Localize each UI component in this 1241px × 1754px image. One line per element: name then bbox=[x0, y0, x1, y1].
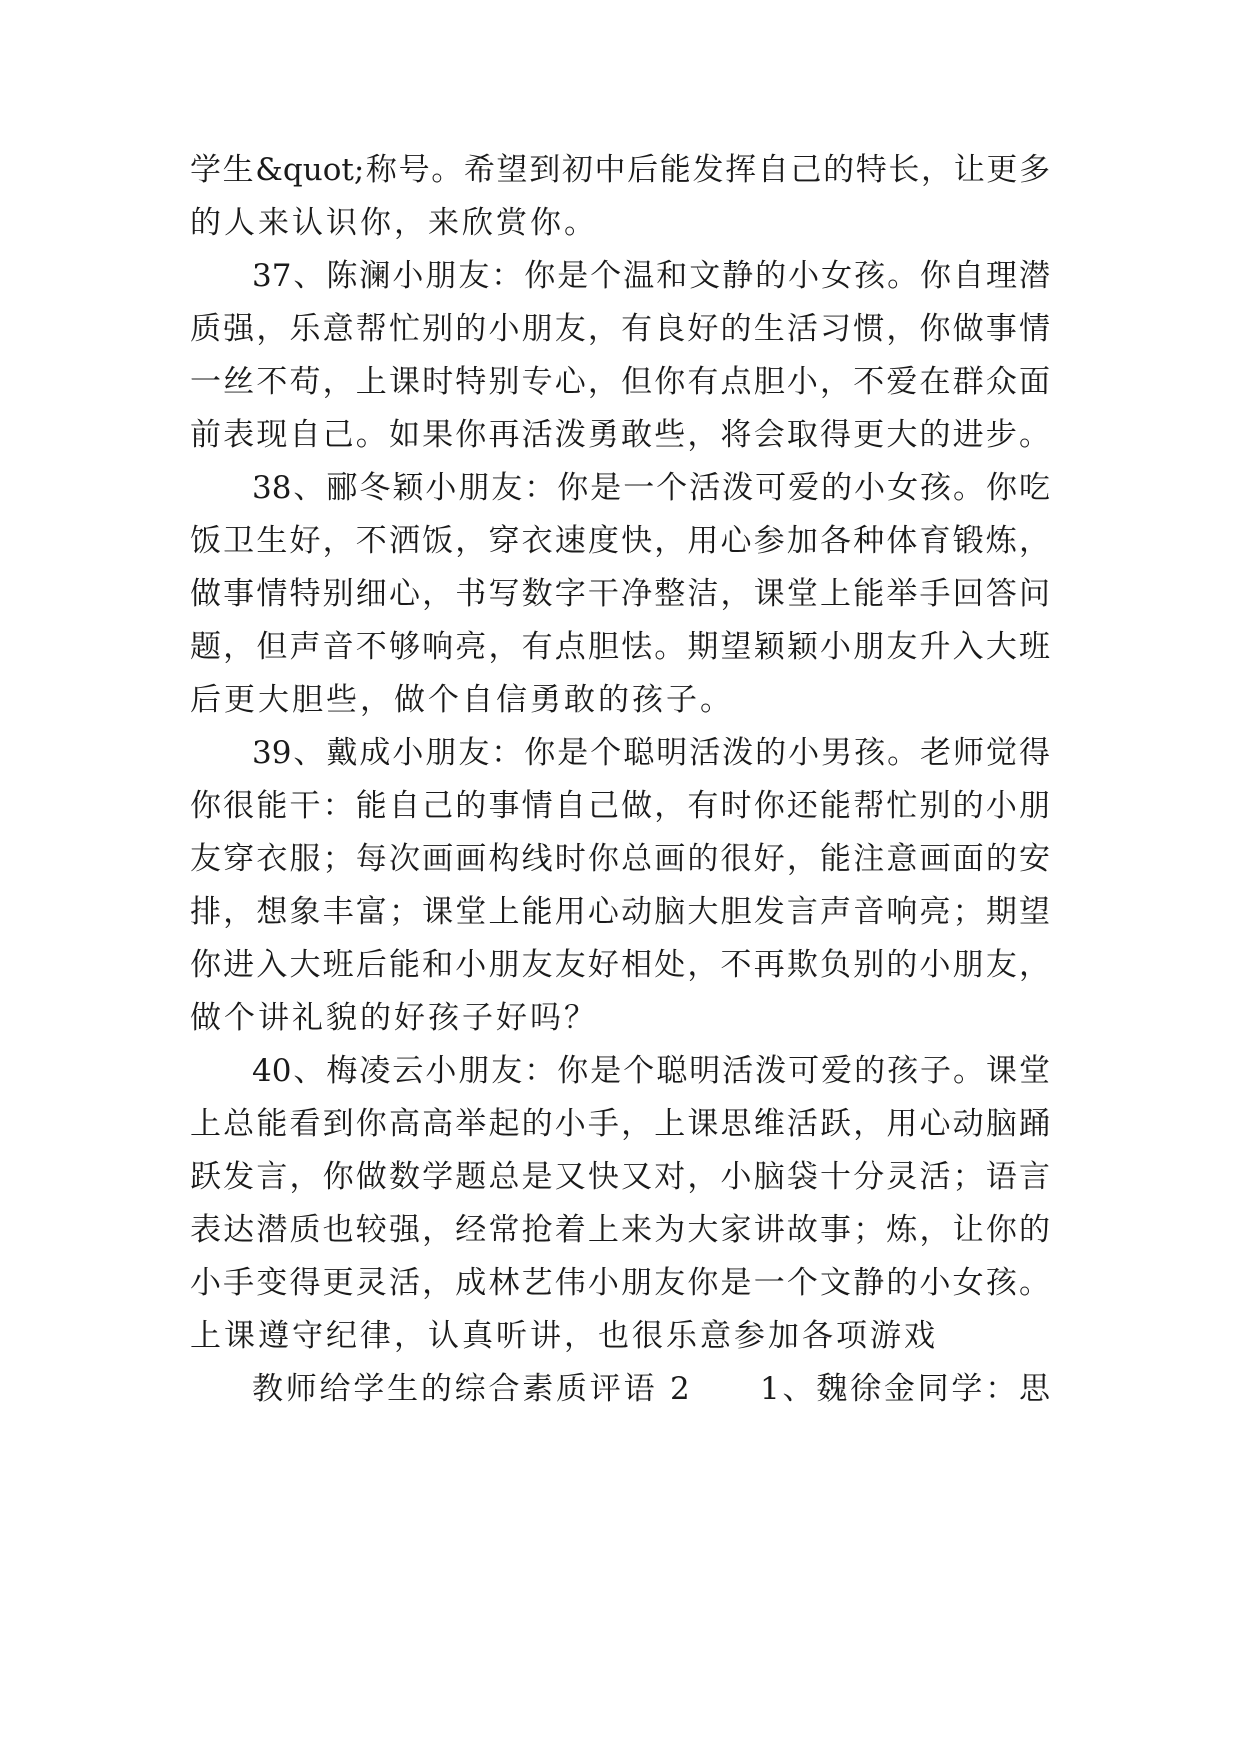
text-line: 37、陈澜小朋友：你是个温和文静的小女孩。你自理潜 bbox=[252, 258, 1050, 294]
text-line: 质强，乐意帮忙别的小朋友，有良好的生活习惯，你做事情 bbox=[190, 311, 1050, 347]
text-line: 39、戴成小朋友：你是个聪明活泼的小男孩。老师觉得 bbox=[252, 735, 1050, 771]
text-line: 后更大胆些，做个自信勇敢的孩子。 bbox=[190, 682, 734, 718]
text-line: 你很能干：能自己的事情自己做，有时你还能帮忙别的小朋 bbox=[190, 788, 1050, 824]
text-line: 饭卫生好，不洒饭，穿衣速度快，用心参加各种体育锻炼， bbox=[190, 523, 1050, 559]
text-line: 上总能看到你高高举起的小手，上课思维活跃，用心动脑踊 bbox=[190, 1106, 1050, 1142]
text-line: 题，但声音不够响亮，有点胆怯。期望颖颖小朋友升入大班 bbox=[190, 629, 1050, 665]
text-line: 一丝不苟，上课时特别专心，但你有点胆小，不爱在群众面 bbox=[190, 364, 1050, 400]
text-line: 小手变得更灵活，成林艺伟小朋友你是一个文静的小女孩。 bbox=[190, 1265, 1050, 1301]
text-line: 做事情特别细心，书写数字干净整洁，课堂上能举手回答问 bbox=[190, 576, 1050, 612]
text-line: 前表现自己。如果你再活泼勇敢些，将会取得更大的进步。 bbox=[190, 417, 1050, 453]
text-line: 友穿衣服；每次画画构线时你总画的很好，能注意画面的安 bbox=[190, 841, 1050, 877]
text-line: 40、梅凌云小朋友：你是个聪明活泼可爱的孩子。课堂 bbox=[252, 1053, 1050, 1089]
text-line: 做个讲礼貌的好孩子好吗？ bbox=[190, 1000, 598, 1036]
section-heading-line: 教师给学生的综合素质评语 2 1、魏徐金同学：思 bbox=[252, 1371, 1050, 1407]
text-line: 上课遵守纪律，认真听讲，也很乐意参加各项游戏 bbox=[190, 1318, 938, 1354]
text-line: 学生&quot;称号。希望到初中后能发挥自己的特长，让更多 bbox=[190, 152, 1050, 188]
text-line: 排，想象丰富；课堂上能用心动脑大胆发言声音响亮；期望 bbox=[190, 894, 1050, 930]
text-line: 表达潜质也较强，经常抢着上来为大家讲故事；炼，让你的 bbox=[190, 1212, 1050, 1248]
text-line: 38、郦冬颖小朋友：你是一个活泼可爱的小女孩。你吃 bbox=[252, 470, 1050, 506]
text-line: 的人来认识你，来欣赏你。 bbox=[190, 205, 598, 241]
text-line: 跃发言，你做数学题总是又快又对，小脑袋十分灵活；语言 bbox=[190, 1159, 1050, 1195]
text-line: 你进入大班后能和小朋友友好相处，不再欺负别的小朋友， bbox=[190, 947, 1050, 983]
